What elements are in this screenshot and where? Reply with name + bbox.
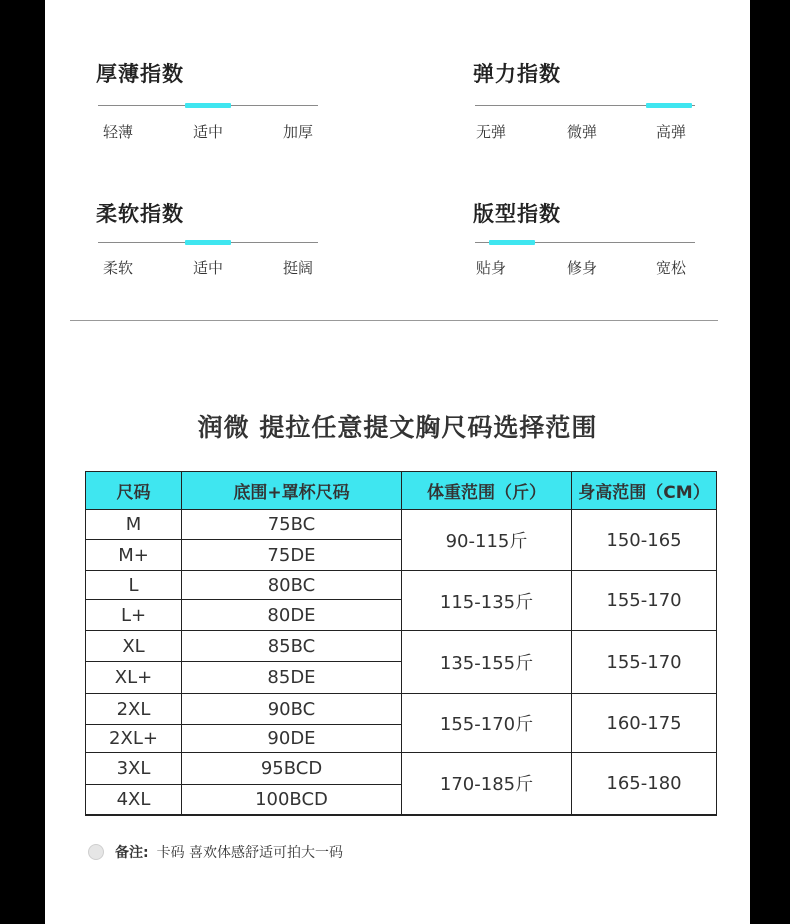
index-level-marker xyxy=(185,103,231,108)
size-cell: L xyxy=(86,571,182,600)
table-row xyxy=(86,631,717,662)
column-header: 身高范围（CM） xyxy=(572,472,717,510)
note-text: 卡码 喜欢体感舒适可拍大一码 xyxy=(156,845,344,861)
band-cup-cell: 100BCD xyxy=(182,785,402,815)
size-cell: L+ xyxy=(86,600,182,631)
weight-range-cell: 135-155斤 xyxy=(402,631,572,694)
table-row xyxy=(86,571,717,600)
band-cup-cell: 85BC xyxy=(182,631,402,662)
size-table xyxy=(85,471,717,816)
index-option: 加厚 xyxy=(282,123,313,141)
band-cup-cell: 85DE xyxy=(182,662,402,694)
size-cell: M+ xyxy=(86,540,182,571)
band-cup-cell: 95BCD xyxy=(182,753,402,785)
index-title: 版型指数 xyxy=(473,202,561,226)
index-option: 柔软 xyxy=(102,259,133,277)
table-header-row xyxy=(86,472,717,510)
size-guide-page xyxy=(45,0,750,924)
band-cup-cell: 80DE xyxy=(182,600,402,631)
index-option: 挺阔 xyxy=(282,259,313,277)
note-label: 备注: xyxy=(115,845,149,861)
size-chart-heading: 润微 提拉任意提文胸尺码选择范围 xyxy=(197,413,598,442)
size-cell: 3XL xyxy=(86,753,182,785)
index-level-marker xyxy=(185,240,231,245)
height-range-cell: 165-180 xyxy=(572,753,717,815)
size-cell: 2XL+ xyxy=(86,725,182,753)
fit-index xyxy=(473,198,698,288)
column-header: 体重范围（斤） xyxy=(402,472,572,510)
bullet-circle-icon xyxy=(88,844,104,860)
index-title: 厚薄指数 xyxy=(96,62,184,86)
footnote xyxy=(88,842,343,862)
column-header: 底围+罩杯尺码 xyxy=(182,472,402,510)
weight-range-cell: 155-170斤 xyxy=(402,694,572,753)
band-cup-cell: 75DE xyxy=(182,540,402,571)
size-cell: M xyxy=(86,510,182,540)
height-range-cell: 155-170 xyxy=(572,571,717,631)
index-option: 微弹 xyxy=(566,123,597,141)
size-cell: 2XL xyxy=(86,694,182,725)
size-cell: XL xyxy=(86,631,182,662)
index-option: 高弹 xyxy=(655,123,686,141)
band-cup-cell: 80BC xyxy=(182,571,402,600)
band-cup-cell: 90BC xyxy=(182,694,402,725)
index-level-marker xyxy=(489,240,535,245)
index-level-marker xyxy=(646,103,692,108)
height-range-cell: 160-175 xyxy=(572,694,717,753)
thickness-index xyxy=(96,58,321,148)
table-row xyxy=(86,753,717,785)
weight-range-cell: 90-115斤 xyxy=(402,510,572,571)
weight-range-cell: 115-135斤 xyxy=(402,571,572,631)
height-range-cell: 150-165 xyxy=(572,510,717,571)
weight-range-cell: 170-185斤 xyxy=(402,753,572,815)
index-option: 宽松 xyxy=(655,259,686,277)
size-cell: 4XL xyxy=(86,785,182,815)
index-option: 适中 xyxy=(192,259,223,277)
table-row xyxy=(86,694,717,725)
section-divider xyxy=(70,320,718,321)
height-range-cell: 155-170 xyxy=(572,631,717,694)
index-title: 弹力指数 xyxy=(473,62,561,86)
size-cell: XL+ xyxy=(86,662,182,694)
band-cup-cell: 90DE xyxy=(182,725,402,753)
index-option: 无弹 xyxy=(475,123,506,141)
softness-index xyxy=(96,198,321,288)
index-title: 柔软指数 xyxy=(96,202,184,226)
table-row xyxy=(86,510,717,540)
band-cup-cell: 75BC xyxy=(182,510,402,540)
index-option: 修身 xyxy=(566,259,597,277)
column-header: 尺码 xyxy=(86,472,182,510)
elasticity-index xyxy=(473,58,698,148)
index-option: 适中 xyxy=(192,123,223,141)
index-option: 贴身 xyxy=(475,259,506,277)
index-option: 轻薄 xyxy=(102,123,133,141)
